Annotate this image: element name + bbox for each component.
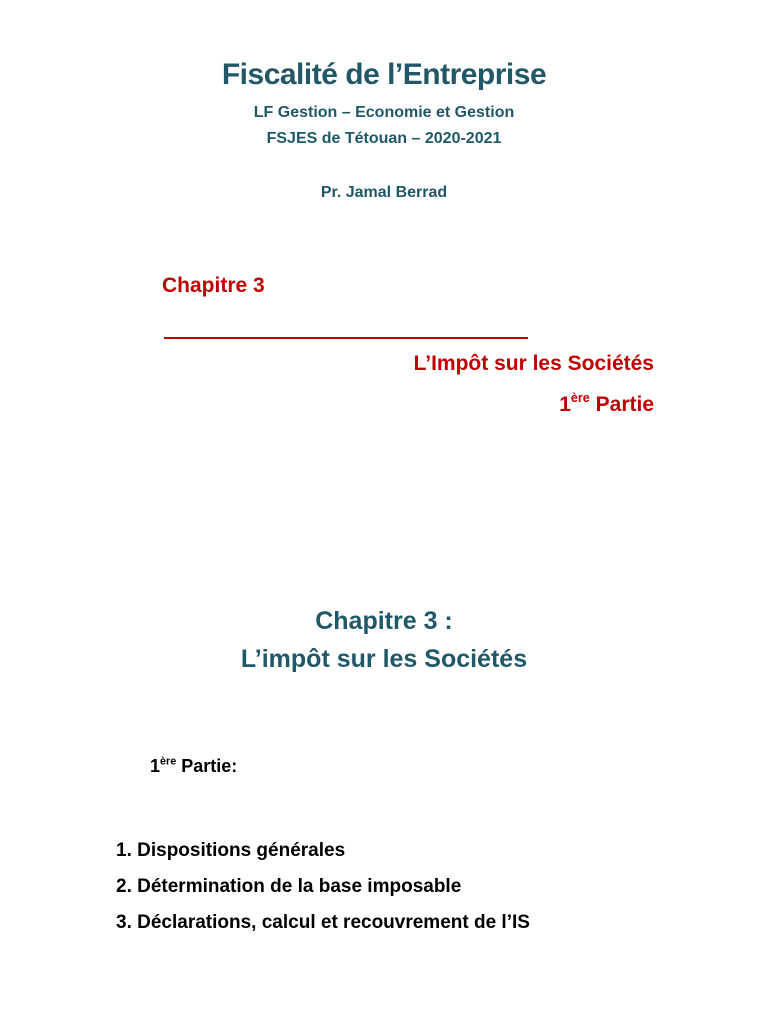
part-number: 1 — [150, 756, 161, 776]
part-heading — [150, 756, 237, 777]
program-subtitle: LF Gestion – Economie et Gestion — [253, 104, 515, 121]
chapter-divider — [164, 337, 528, 339]
part-suffix: ère — [160, 755, 177, 768]
slide-title-line-2: L’impôt sur les Sociétés — [240, 645, 528, 673]
institution-subtitle: FSJES de Tétouan – 2020-2021 — [266, 130, 502, 147]
part-number: 1 — [559, 393, 571, 416]
document-title: Fiscalité de l’Entreprise — [221, 58, 547, 91]
part-word: Partie — [589, 393, 654, 416]
author-name: Pr. Jamal Berrad — [320, 184, 448, 201]
slide-title-line-1: Chapitre 3 : — [315, 607, 453, 635]
chapter-label: Chapitre 3 — [162, 274, 265, 297]
part-word: Partie: — [176, 756, 238, 776]
part-suffix: ère — [570, 391, 590, 406]
toc-item: 3. Déclarations, calcul et recouvrement de l’IS — [116, 912, 530, 933]
chapter-name: L’Impôt sur les Sociétés — [413, 352, 654, 375]
toc-item: 2. Détermination de la base imposable — [116, 876, 462, 897]
chapter-part — [559, 393, 654, 417]
toc-item: 1. Dispositions générales — [116, 840, 346, 861]
